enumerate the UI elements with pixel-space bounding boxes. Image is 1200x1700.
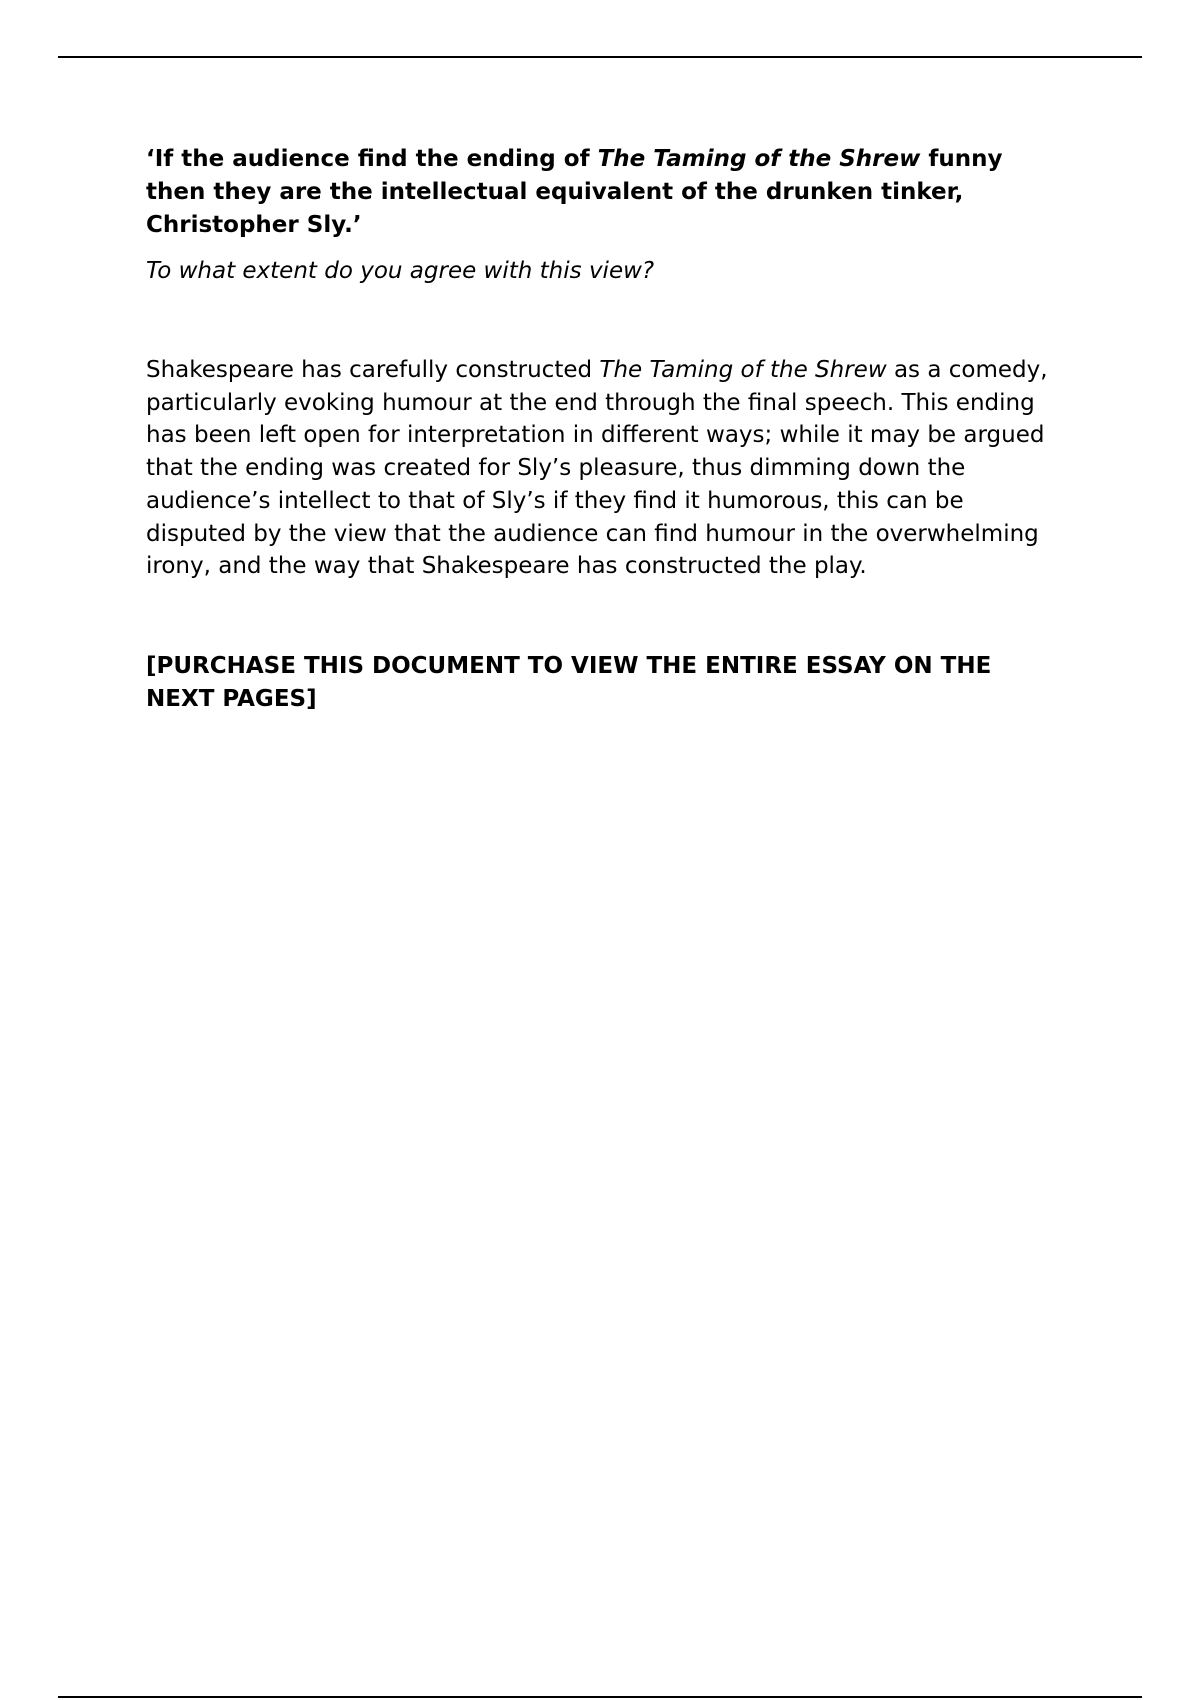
essay-paragraph	[146, 354, 1066, 583]
essay-question	[146, 143, 1066, 242]
essay-text-end: as a comedy, particularly evoking humour at the end through the final speech. This ending has been left open for interpretation in different ways; while it may be argued that the ending was created for Sly’s pleasure, thus dimming down the audience’s intellect to that of Sly’s if they find it humorous, this can be disputed by the view that the audience can find humour in the overwhelming irony, and the way that Shakespeare has constructed the play.	[146, 357, 1048, 580]
question-text-end: funny then they are the intellectual equivalent of the drunken tinker, Christopher Sly.’	[146, 146, 1003, 238]
essay-play-title: The Taming of the Shrew	[599, 357, 887, 383]
bottom-rule	[58, 1696, 1142, 1698]
question-text-start: ‘If the audience find the ending of	[146, 146, 598, 172]
question-instruction: To what extent do you agree with this view?	[146, 258, 655, 284]
document-body	[146, 143, 1066, 716]
top-rule	[58, 56, 1142, 58]
question-play-title: The Taming of the Shrew	[597, 146, 921, 172]
purchase-notice: [PURCHASE THIS DOCUMENT TO VIEW THE ENTIRE ESSAY ON THE NEXT PAGES]	[146, 652, 992, 712]
essay-text-start: Shakespeare has carefully constructed	[146, 357, 600, 383]
